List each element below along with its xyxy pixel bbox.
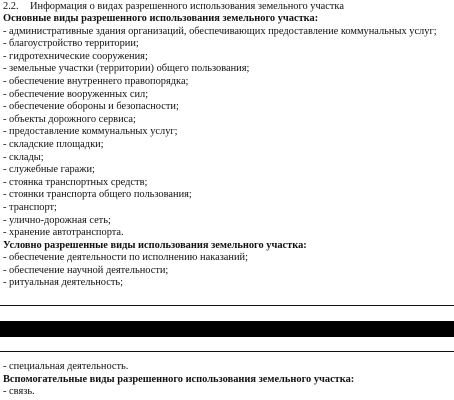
conditional-use-item: - обеспечение научной деятельности; — [3, 264, 169, 276]
uses-list-bottom — [3, 361, 453, 399]
main-use-item: - земельные участки (территории) общего пользования; — [3, 63, 250, 75]
main-use-item: - служебные гаражи; — [3, 164, 95, 176]
conditional-use-item: - ритуальная деятельность; — [3, 277, 123, 289]
main-use-item: - предоставление коммунальных услуг; — [3, 126, 178, 138]
page-break-rule-top — [0, 305, 454, 306]
section-number: 2.2. — [3, 1, 19, 12]
main-use-item: - улично-дорожная сеть; — [3, 214, 111, 226]
page-break-rule-bottom — [0, 351, 454, 352]
main-use-item: - благоустройство территории; — [3, 38, 139, 50]
section-title: Информация о видах разрешенного использования земельного участка — [30, 1, 344, 12]
main-use-item: - обеспечение обороны и безопасности; — [3, 101, 179, 113]
main-use-item: - объекты дорожного сервиса; — [3, 113, 136, 125]
section-heading — [3, 1, 344, 13]
continued-use-item: - специальная деятельность. — [3, 361, 129, 372]
main-use-item: - стоянка транспортных средств; — [3, 176, 148, 188]
conditional-uses-heading: Условно разрешенные виды использования земельного участка: — [3, 239, 307, 251]
main-use-item: - хранение автотранспорта. — [3, 227, 124, 239]
auxiliary-use-item: - связь. — [3, 386, 35, 398]
main-use-item: - складские площадки; — [3, 138, 104, 150]
uses-list-top — [3, 13, 453, 290]
main-use-item: - транспорт; — [3, 201, 57, 213]
main-use-item: - склады; — [3, 151, 44, 163]
conditional-use-item: - обеспечение деятельности по исполнению наказаний; — [3, 252, 248, 264]
page-break-bar — [0, 321, 454, 337]
main-use-item: - гидротехнические сооружения; — [3, 50, 148, 62]
main-uses-heading: Основные виды разрешенного использования земельного участка: — [3, 13, 319, 24]
main-use-item: - административные здания организаций, обеспечивающих предоставление коммунальных услуг; — [3, 25, 437, 37]
auxiliary-uses-heading: Вспомогательные виды разрешенного использования земельного участка: — [3, 373, 355, 385]
main-use-item: - обеспечение внутреннего правопорядка; — [3, 75, 189, 87]
main-use-item: - стоянки транспорта общего пользования; — [3, 189, 192, 201]
main-use-item: - обеспечение вооруженных сил; — [3, 88, 149, 100]
